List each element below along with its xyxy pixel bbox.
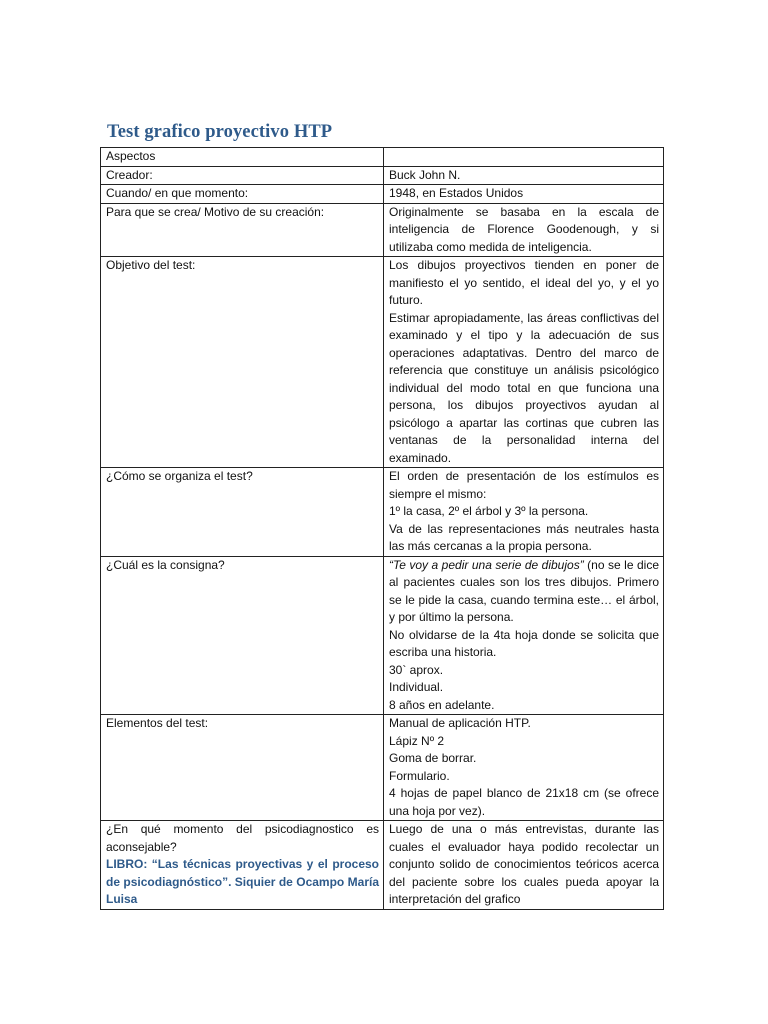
label-motivo: Para que se crea/ Motivo de su creación: — [101, 203, 384, 257]
page-title: Test grafico proyectivo HTP — [107, 122, 333, 142]
value-cuando — [384, 185, 664, 204]
table-row — [101, 257, 664, 468]
consigna-quote: “Te voy a pedir una serie de dibujos” — [389, 557, 584, 572]
value-text: Los dibujos proyectivos tienden en poner de manifiesto el yo sentido, el ideal del yo, y el yo futuro. — [389, 258, 659, 307]
value-creador — [384, 166, 664, 185]
label-elementos: Elementos del test: — [101, 715, 384, 821]
book-reference: LIBRO: “Las técnicas proyectivas y el proceso de psicodiagnóstico”. Siquier de Ocampo María Luisa — [106, 857, 379, 906]
value-text: Lápiz Nº 2 — [389, 733, 445, 748]
consigna-quote-rest: (no se le dice al pacientes cuales son los tres dibujos. Primero se le pide la casa, cuando termina este… el árbol, y por último la persona. — [389, 557, 659, 624]
value-text: El orden de presentación de los estímulos es siempre el mismo: — [389, 469, 659, 501]
value-motivo — [384, 203, 664, 257]
value-text: Goma de borrar. — [389, 751, 477, 765]
table-row — [101, 821, 664, 910]
table-row — [101, 166, 664, 185]
value-text: Estimar apropiadamente, las áreas conflictivas del examinado y el tipo y la adecuación de sus operaciones adaptativas. Dentro del marco de referencia que constituye un análisis psicológico individual del modo total en que funciona una persona, los dibujos proyectivos ayudan al psicólogo a apartar las cortinas que cubren las ventanas de la personalidad interna del examinado. — [389, 310, 659, 465]
value-objetivo — [384, 257, 664, 468]
value-text: No olvidarse de la 4ta hoja donde se solicita que escriba una historia. — [389, 627, 659, 659]
value-text: Individual. — [389, 680, 444, 694]
consigna-text — [389, 557, 659, 627]
value-momento — [384, 821, 664, 910]
label-momento — [101, 821, 384, 910]
label-text: ¿En qué momento del psicodiagnostico es aconsejable? — [106, 822, 379, 854]
label-aspectos: Aspectos — [101, 148, 384, 167]
value-consigna — [384, 556, 664, 715]
value-text: 4 hojas de papel blanco de 21x18 cm (se ofrece una hoja por vez). — [389, 786, 659, 818]
htp-aspects-table — [100, 147, 664, 910]
label-creador: Creador: — [101, 166, 384, 185]
value-organiza — [384, 468, 664, 557]
table-row — [101, 556, 664, 715]
value-text: Luego de una o más entrevistas, durante las cuales el evaluador haya podido recolectar un conjunto solido de conocimientos teóricos acerca del paciente sobre los cuales pueda apoyar la interpretación del grafico — [389, 822, 659, 906]
table-row — [101, 203, 664, 257]
table-row — [101, 468, 664, 557]
value-text: 1º la casa, 2º el árbol y 3º la persona. — [389, 504, 589, 518]
value-text: Va de las representaciones más neutrales hasta las más cercanas a la propia persona. — [389, 521, 659, 553]
value-text: Manual de aplicación HTP. — [389, 716, 531, 730]
value-text: 1948, en Estados Unidos — [389, 186, 524, 200]
value-elementos — [384, 715, 664, 821]
table-row — [101, 148, 664, 167]
value-text: 30` aprox. — [389, 662, 444, 677]
label-consigna: ¿Cuál es la consigna? — [101, 556, 384, 715]
value-text: Formulario. — [389, 768, 450, 783]
value-text: Originalmente se basaba en la escala de inteligencia de Florence Goodenough, y si utilizaba como medida de inteligencia. — [389, 204, 659, 254]
value-text: 8 años en adelante. — [389, 697, 495, 712]
table-row — [101, 715, 664, 821]
table-row — [101, 185, 664, 204]
label-cuando: Cuando/ en que momento: — [101, 185, 384, 204]
value-aspectos — [384, 148, 664, 167]
label-objetivo: Objetivo del test: — [101, 257, 384, 468]
label-organiza: ¿Cómo se organiza el test? — [101, 468, 384, 557]
value-text: Buck John N. — [389, 167, 461, 182]
